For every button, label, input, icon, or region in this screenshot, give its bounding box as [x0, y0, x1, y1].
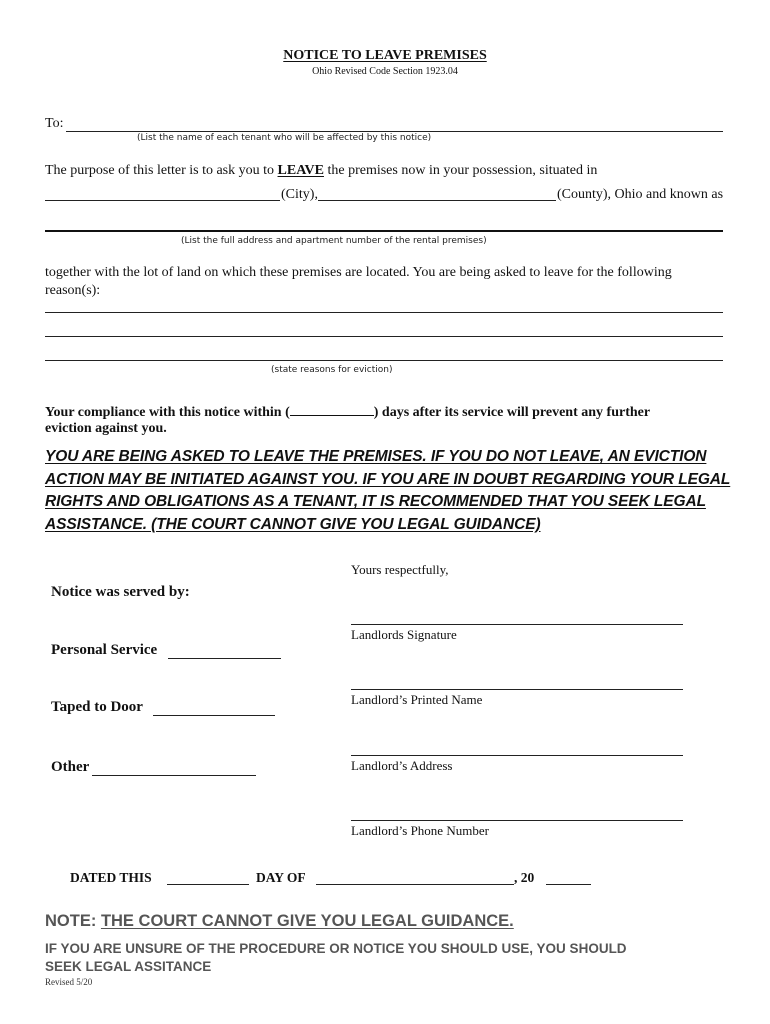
page-subtitle: Ohio Revised Code Section 1923.04 — [312, 66, 458, 77]
reason-line-2[interactable] — [45, 336, 723, 337]
personal-service-label: Personal Service — [51, 642, 158, 658]
county-label: (County), Ohio and known as — [557, 187, 724, 202]
warning-line: ASSISTANCE. (THE COURT CANNOT GIVE YOU LEGAL GUIDANCE) — [45, 515, 541, 533]
leave-word: LEAVE — [277, 163, 324, 178]
warning-block — [45, 446, 730, 536]
other-label: Other — [51, 759, 90, 775]
landlord-address-field[interactable] — [351, 755, 683, 756]
taped-to-door-field[interactable] — [153, 715, 275, 716]
landlord-address-label: Landlord’s Address — [351, 758, 453, 773]
reason-line-1[interactable] — [45, 312, 723, 313]
phone-label: Landlord’s Phone Number — [351, 823, 489, 838]
compliance-text: Your compliance with this notice within ( ) days after its service will prevent any further — [45, 405, 651, 420]
address-field[interactable] — [45, 230, 723, 232]
year-prefix: , 20 — [514, 870, 535, 885]
note-line: NOTE: THE COURT CANNOT GIVE YOU LEGAL GUIDANCE. — [45, 912, 514, 930]
taped-to-door-label: Taped to Door — [51, 699, 143, 715]
warning-line: ACTION MAY BE INITIATED AGAINST YOU. IF YOU ARE IN DOUBT REGARDING YOUR LEGAL — [45, 470, 731, 488]
day-field[interactable] — [167, 884, 249, 885]
warning-line: RIGHTS AND OBLIGATIONS AS A TENANT, IT IS RECOMMENDED THAT YOU SEEK LEGAL — [45, 493, 706, 510]
tenant-name-field[interactable] — [66, 131, 723, 132]
address-hint: (List the full address and apartment number of the rental premises) — [181, 236, 487, 246]
closing-text: Yours respectfully, — [351, 562, 449, 577]
unsure-text-2: SEEK LEGAL ASSITANCE — [45, 959, 212, 974]
personal-service-field[interactable] — [168, 658, 281, 659]
reasons-text: together with the lot of land on which these premises are located. You are being asked to leave for the following — [45, 265, 672, 280]
to-label: To: — [45, 116, 64, 131]
day-of-label: DAY OF — [256, 870, 306, 885]
reason-line-3[interactable] — [45, 360, 723, 361]
month-field[interactable] — [316, 884, 514, 885]
city-field[interactable] — [45, 200, 280, 201]
compliance-text-2: eviction against you. — [45, 421, 167, 436]
tenant-name-hint: (List the name of each tenant who will be affected by this notice) — [137, 133, 432, 143]
purpose-text: The purpose of this letter is to ask you to LEAVE the premises now in your possession, situated in — [45, 163, 598, 178]
dated-this-label: DATED THIS — [70, 870, 152, 885]
signature-field[interactable] — [351, 624, 683, 625]
reasons-hint: (state reasons for eviction) — [271, 365, 393, 375]
warning-line: YOU ARE BEING ASKED TO LEAVE THE PREMISES. IF YOU DO NOT LEAVE, AN EVICTION — [45, 448, 707, 465]
served-by-title: Notice was served by: — [51, 584, 190, 600]
phone-field[interactable] — [351, 820, 683, 821]
printed-name-label: Landlord’s Printed Name — [351, 692, 483, 707]
days-field[interactable] — [290, 403, 374, 416]
county-field[interactable] — [318, 200, 556, 201]
other-field[interactable] — [92, 775, 256, 776]
year-field[interactable] — [546, 884, 591, 885]
city-label: (City), — [281, 187, 318, 202]
signature-label: Landlords Signature — [351, 627, 457, 642]
unsure-text: IF YOU ARE UNSURE OF THE PROCEDURE OR NOTICE YOU SHOULD USE, YOU SHOULD — [45, 941, 627, 956]
revised-date: Revised 5/20 — [45, 977, 93, 987]
reasons-label: reason(s): — [45, 283, 101, 298]
page-title: NOTICE TO LEAVE PREMISES — [283, 48, 487, 63]
printed-name-field[interactable] — [351, 689, 683, 690]
